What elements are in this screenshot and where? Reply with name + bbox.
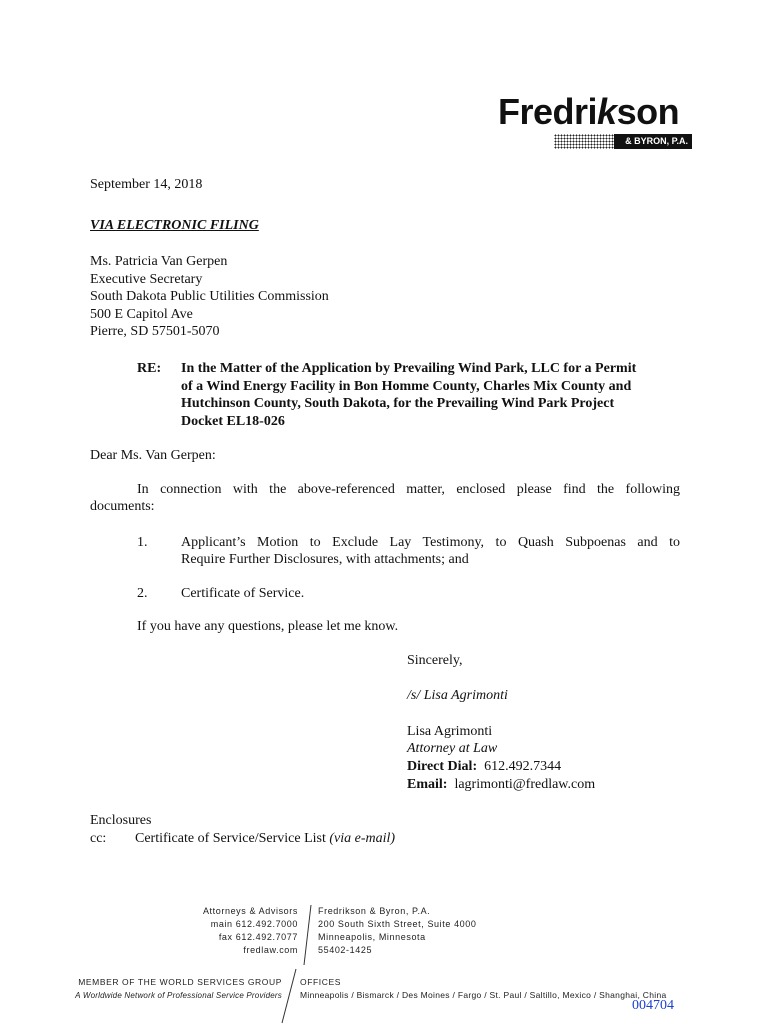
body-line: documents: xyxy=(90,499,155,514)
closing-question: If you have any questions, please let me know. xyxy=(137,619,399,634)
footer-street: 200 South Sixth Street, Suite 4000 xyxy=(318,919,477,929)
footer-tagline: Attorneys & Advisors xyxy=(202,906,298,916)
re-line: In the Matter of the Application by Prevailing Wind Park, LLC for a Permit xyxy=(181,361,637,376)
footer-network xyxy=(60,976,282,1002)
re-line: of a Wind Energy Facility in Bon Homme County, Charles Mix County and xyxy=(181,378,632,394)
offices-title: OFFICES xyxy=(300,977,342,987)
footer-address xyxy=(318,905,518,957)
offices-list: Minneapolis / Bismarck / Des Moines / Fargo / St. Paul / Saltillo, Mexico / Shanghai, China xyxy=(300,990,667,1000)
recipient-address xyxy=(90,253,329,341)
item-text: Require Further Disclosures, with attachments; and xyxy=(181,552,469,567)
recipient-street: 500 E Capitol Ave xyxy=(90,306,193,322)
cc-text xyxy=(135,830,395,848)
signer-title: Attorney at Law xyxy=(407,741,498,756)
logo-tagline: & BYRON, P.A. xyxy=(614,134,692,149)
item-text: Applicant’s Motion to Exclude Lay Testimony, to Quash Subpoenas and to xyxy=(181,535,680,550)
firm-logo: Fredrikson xyxy=(498,91,680,132)
network-subtitle: A Worldwide Network of Professional Service Providers xyxy=(75,991,282,1000)
cc-label: cc: xyxy=(90,831,107,846)
logo-halftone xyxy=(554,134,614,149)
cc-note: (via e-mail) xyxy=(329,831,396,846)
item-number: 1. xyxy=(137,535,148,550)
re-line: Hutchinson County, South Dakota, for the Prevailing Wind Park Project xyxy=(181,396,615,411)
footer-divider-slash xyxy=(270,903,330,1024)
email-address: lagrimonti@fredlaw.com xyxy=(454,777,596,792)
letter-date: September 14, 2018 xyxy=(90,177,203,192)
item-text: Certificate of Service. xyxy=(181,586,305,601)
delivery-method: VIA ELECTRONIC FILING xyxy=(90,218,259,233)
direct-dial-label: Direct Dial: xyxy=(407,759,478,774)
signer-name: Lisa Agrimonti xyxy=(407,724,493,739)
signature: /s/ Lisa Agrimonti xyxy=(407,688,508,703)
salutation: Dear Ms. Van Gerpen: xyxy=(90,448,216,463)
recipient-org: South Dakota Public Utilities Commission xyxy=(90,289,329,304)
network-title: MEMBER OF THE WORLD SERVICES GROUP xyxy=(78,977,282,987)
re-label: RE: xyxy=(137,361,162,376)
recipient-name: Ms. Patricia Van Gerpen xyxy=(90,254,228,269)
re-subject xyxy=(181,360,681,430)
direct-dial xyxy=(407,758,561,776)
footer-firm-name: Fredrikson & Byron, P.A. xyxy=(318,906,431,916)
cc-recipient: Certificate of Service/Service List xyxy=(135,831,326,846)
firm-logo-tagline-bar xyxy=(554,134,692,149)
item-number: 2. xyxy=(137,586,148,601)
document-number: 004704 xyxy=(632,998,674,1013)
footer-website: fredlaw.com xyxy=(243,945,298,955)
footer-city: Minneapolis, Minnesota xyxy=(318,932,426,942)
direct-dial-number: 612.492.7344 xyxy=(484,759,562,774)
body-line: In connection with the above-referenced matter, enclosed please find the following xyxy=(137,482,680,497)
email-label: Email: xyxy=(407,777,448,792)
signoff: Sincerely, xyxy=(407,653,463,668)
recipient-title: Executive Secretary xyxy=(90,271,203,287)
footer-main-phone: main 612.492.7000 xyxy=(210,919,298,929)
footer-zip: 55402-1425 xyxy=(318,945,373,955)
enclosures: Enclosures xyxy=(90,813,152,828)
email xyxy=(407,776,595,794)
re-line: Docket EL18-026 xyxy=(181,413,285,429)
recipient-city: Pierre, SD 57501-5070 xyxy=(90,324,220,339)
footer-fax: fax 612.492.7077 xyxy=(218,932,298,942)
